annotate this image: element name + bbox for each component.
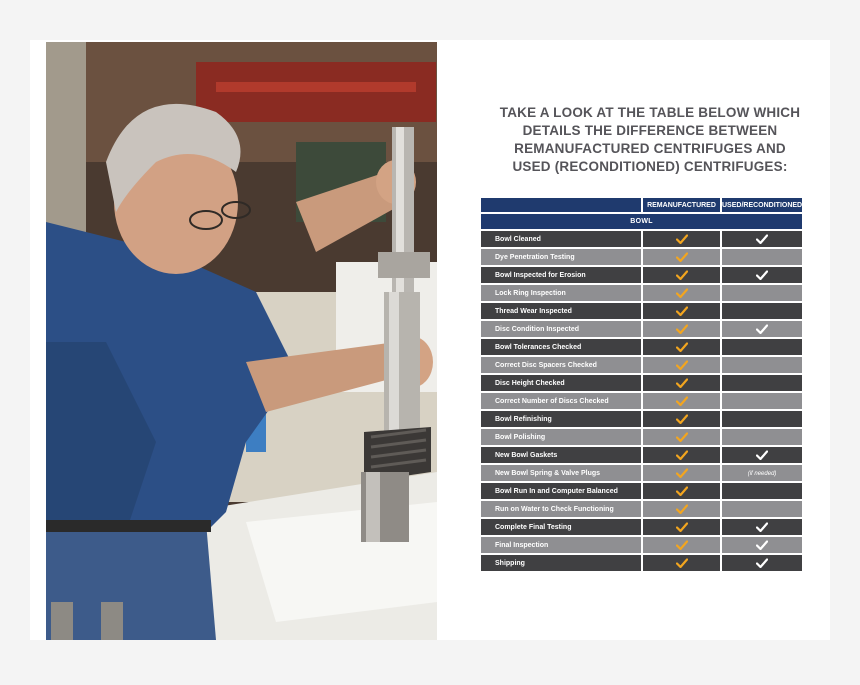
orange-checkmark-icon xyxy=(676,306,688,316)
row-label: Complete Final Testing xyxy=(480,518,642,536)
heading-line-1: TAKE A LOOK AT THE TABLE BELOW WHICH xyxy=(499,105,801,120)
white-checkmark-icon xyxy=(756,450,768,460)
row-label: Disc Condition Inspected xyxy=(480,320,642,338)
orange-checkmark-icon xyxy=(676,378,688,388)
remanufactured-cell xyxy=(642,320,721,338)
orange-checkmark-icon xyxy=(676,324,688,334)
white-checkmark-icon xyxy=(756,234,768,244)
content-card xyxy=(30,40,830,640)
table-row xyxy=(480,428,803,446)
remanufactured-cell xyxy=(642,410,721,428)
orange-checkmark-icon xyxy=(676,234,688,244)
used-reconditioned-cell xyxy=(721,428,803,446)
orange-checkmark-icon xyxy=(676,486,688,496)
row-label: Run on Water to Check Functioning xyxy=(480,500,642,518)
used-reconditioned-cell xyxy=(721,536,803,554)
used-reconditioned-cell xyxy=(721,248,803,266)
row-label: Thread Wear Inspected xyxy=(480,302,642,320)
table-row xyxy=(480,230,803,248)
white-checkmark-icon xyxy=(756,324,768,334)
table-header-row xyxy=(480,197,803,213)
row-label: New Bowl Spring & Valve Plugs xyxy=(480,464,642,482)
table-row xyxy=(480,356,803,374)
row-label: Dye Penetration Testing xyxy=(480,248,642,266)
used-reconditioned-cell xyxy=(721,356,803,374)
heading-line-4: USED (RECONDITIONED) CENTRIFUGES: xyxy=(512,159,788,174)
row-label: Final Inspection xyxy=(480,536,642,554)
table-row xyxy=(480,338,803,356)
remanufactured-cell xyxy=(642,374,721,392)
used-reconditioned-cell xyxy=(721,302,803,320)
remanufactured-cell xyxy=(642,428,721,446)
orange-checkmark-icon xyxy=(676,342,688,352)
used-reconditioned-cell xyxy=(721,320,803,338)
orange-checkmark-icon xyxy=(676,432,688,442)
orange-checkmark-icon xyxy=(676,522,688,532)
header-remanufactured: REMANUFACTURED xyxy=(642,197,721,213)
remanufactured-cell xyxy=(642,230,721,248)
orange-checkmark-icon xyxy=(676,450,688,460)
row-label: Bowl Run In and Computer Balanced xyxy=(480,482,642,500)
table-row xyxy=(480,266,803,284)
used-reconditioned-cell xyxy=(721,500,803,518)
used-reconditioned-cell xyxy=(721,374,803,392)
orange-checkmark-icon xyxy=(676,270,688,280)
table-row xyxy=(480,284,803,302)
table-row xyxy=(480,392,803,410)
remanufactured-cell xyxy=(642,482,721,500)
remanufactured-cell xyxy=(642,392,721,410)
used-reconditioned-cell xyxy=(721,230,803,248)
table-row xyxy=(480,482,803,500)
row-label: New Bowl Gaskets xyxy=(480,446,642,464)
heading-line-3: REMANUFACTURED CENTRIFUGES AND xyxy=(514,141,786,156)
row-label: Bowl Tolerances Checked xyxy=(480,338,642,356)
comparison-table xyxy=(480,197,803,572)
remanufactured-cell xyxy=(642,302,721,320)
remanufactured-cell xyxy=(642,266,721,284)
table-row xyxy=(480,536,803,554)
remanufactured-cell xyxy=(642,500,721,518)
section-label: BOWL xyxy=(480,213,803,230)
row-label: Shipping xyxy=(480,554,642,572)
remanufactured-cell xyxy=(642,248,721,266)
row-label: Bowl Refinishing xyxy=(480,410,642,428)
row-label: Correct Number of Discs Checked xyxy=(480,392,642,410)
white-checkmark-icon xyxy=(756,522,768,532)
row-label: Lock Ring Inspection xyxy=(480,284,642,302)
row-label: Bowl Inspected for Erosion xyxy=(480,266,642,284)
table-row xyxy=(480,500,803,518)
orange-checkmark-icon xyxy=(676,396,688,406)
heading-line-2: DETAILS THE DIFFERENCE BETWEEN xyxy=(522,123,778,138)
orange-checkmark-icon xyxy=(676,252,688,262)
section-row-bowl xyxy=(480,213,803,230)
row-label: Bowl Polishing xyxy=(480,428,642,446)
if-needed-note: (if needed) xyxy=(747,470,777,477)
technician-photo xyxy=(46,42,437,640)
table-row xyxy=(480,464,803,482)
remanufactured-cell xyxy=(642,518,721,536)
table-row xyxy=(480,554,803,572)
used-reconditioned-cell xyxy=(721,338,803,356)
table-row xyxy=(480,248,803,266)
remanufactured-cell xyxy=(642,554,721,572)
row-label: Bowl Cleaned xyxy=(480,230,642,248)
used-reconditioned-cell xyxy=(721,284,803,302)
remanufactured-cell xyxy=(642,338,721,356)
white-checkmark-icon xyxy=(756,540,768,550)
used-reconditioned-cell xyxy=(721,446,803,464)
remanufactured-cell xyxy=(642,446,721,464)
orange-checkmark-icon xyxy=(676,414,688,424)
used-reconditioned-cell xyxy=(721,464,803,482)
orange-checkmark-icon xyxy=(676,540,688,550)
table-row xyxy=(480,446,803,464)
white-checkmark-icon xyxy=(756,270,768,280)
row-label: Correct Disc Spacers Checked xyxy=(480,356,642,374)
table-row xyxy=(480,302,803,320)
used-reconditioned-cell xyxy=(721,392,803,410)
header-used-reconditioned: USED/RECONDITIONED xyxy=(721,197,803,213)
white-checkmark-icon xyxy=(756,558,768,568)
used-reconditioned-cell xyxy=(721,482,803,500)
table-row xyxy=(480,410,803,428)
used-reconditioned-cell xyxy=(721,518,803,536)
remanufactured-cell xyxy=(642,464,721,482)
used-reconditioned-cell xyxy=(721,554,803,572)
table-row xyxy=(480,518,803,536)
remanufactured-cell xyxy=(642,536,721,554)
header-blank-cell xyxy=(480,197,642,213)
used-reconditioned-cell xyxy=(721,266,803,284)
table-intro-heading xyxy=(480,104,820,176)
remanufactured-cell xyxy=(642,356,721,374)
orange-checkmark-icon xyxy=(676,288,688,298)
orange-checkmark-icon xyxy=(676,360,688,370)
orange-checkmark-icon xyxy=(676,558,688,568)
table-row xyxy=(480,374,803,392)
table-row xyxy=(480,320,803,338)
used-reconditioned-cell xyxy=(721,410,803,428)
remanufactured-cell xyxy=(642,284,721,302)
row-label: Disc Height Checked xyxy=(480,374,642,392)
orange-checkmark-icon xyxy=(676,468,688,478)
orange-checkmark-icon xyxy=(676,504,688,514)
